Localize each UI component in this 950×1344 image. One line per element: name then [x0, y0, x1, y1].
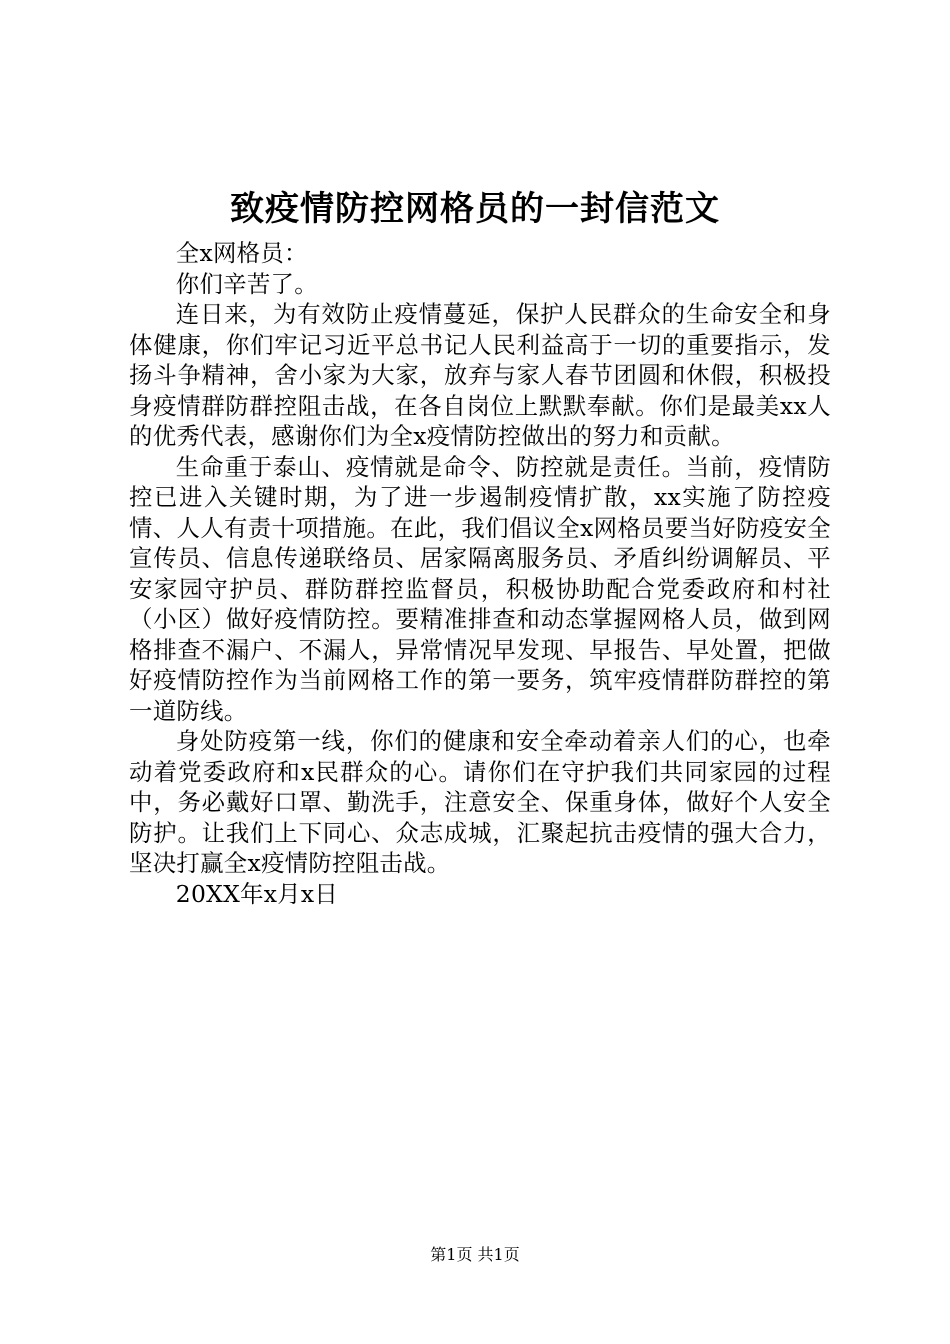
greeting: 你们辛苦了。 — [175, 269, 318, 298]
letter-body — [129, 238, 831, 909]
paragraph-1: 连日来，为有效防止疫情蔓延，保护人民群众的生命安全和身体健康，你们牢记习近平总书记人民利益高于一切的重要指示，发扬斗争精神，舍小家为大家，放弃与家人春节团圆和休假，积极投身疫情群防群控阻击战，在各自岗位上默默奉献。你们是最美xx人的优秀代表，感谢你们为全x疫情防控做出的努力和贡献。 — [129, 300, 831, 450]
paragraph-2: 生命重于泰山、疫情就是命令、防控就是责任。当前，疫情防控已进入关键时期，为了进一步遏制疫情扩散，xx实施了防控疫情、人人有责十项措施。在此，我们倡议全x网格员要当好防疫安全宣传员、信息传递联络员、居家隔离服务员、矛盾纠纷调解员、平安家园守护员、群防群控监督员，积极协助配合党委政府和村社（小区）做好疫情防控。要精准排查和动态掌握网格人员，做到网格排查不漏户、不漏人，异常情况早发现、早报告、早处置，把做好疫情防控作为当前网格工作的第一要务，筑牢疫情群防群控的第一道防线。 — [129, 452, 831, 725]
letter-date: 20XX年x月x日 — [175, 879, 339, 908]
paragraph-3: 身处防疫第一线，你们的健康和安全牵动着亲人们的心，也牵动着党委政府和x民群众的心。请你们在守护我们共同家园的过程中，务必戴好口罩、勤洗手，注意安全、保重身体，做好个人安全防护。让我们上下同心、众志成城，汇聚起抗击疫情的强大合力，坚决打赢全x疫情防控阻击战。 — [129, 727, 831, 877]
document-title: 致疫情防控网格员的一封信范文 — [230, 189, 720, 229]
page-footer: 第1页 共1页 — [430, 1245, 520, 1264]
salutation: 全x网格员： — [175, 239, 308, 267]
